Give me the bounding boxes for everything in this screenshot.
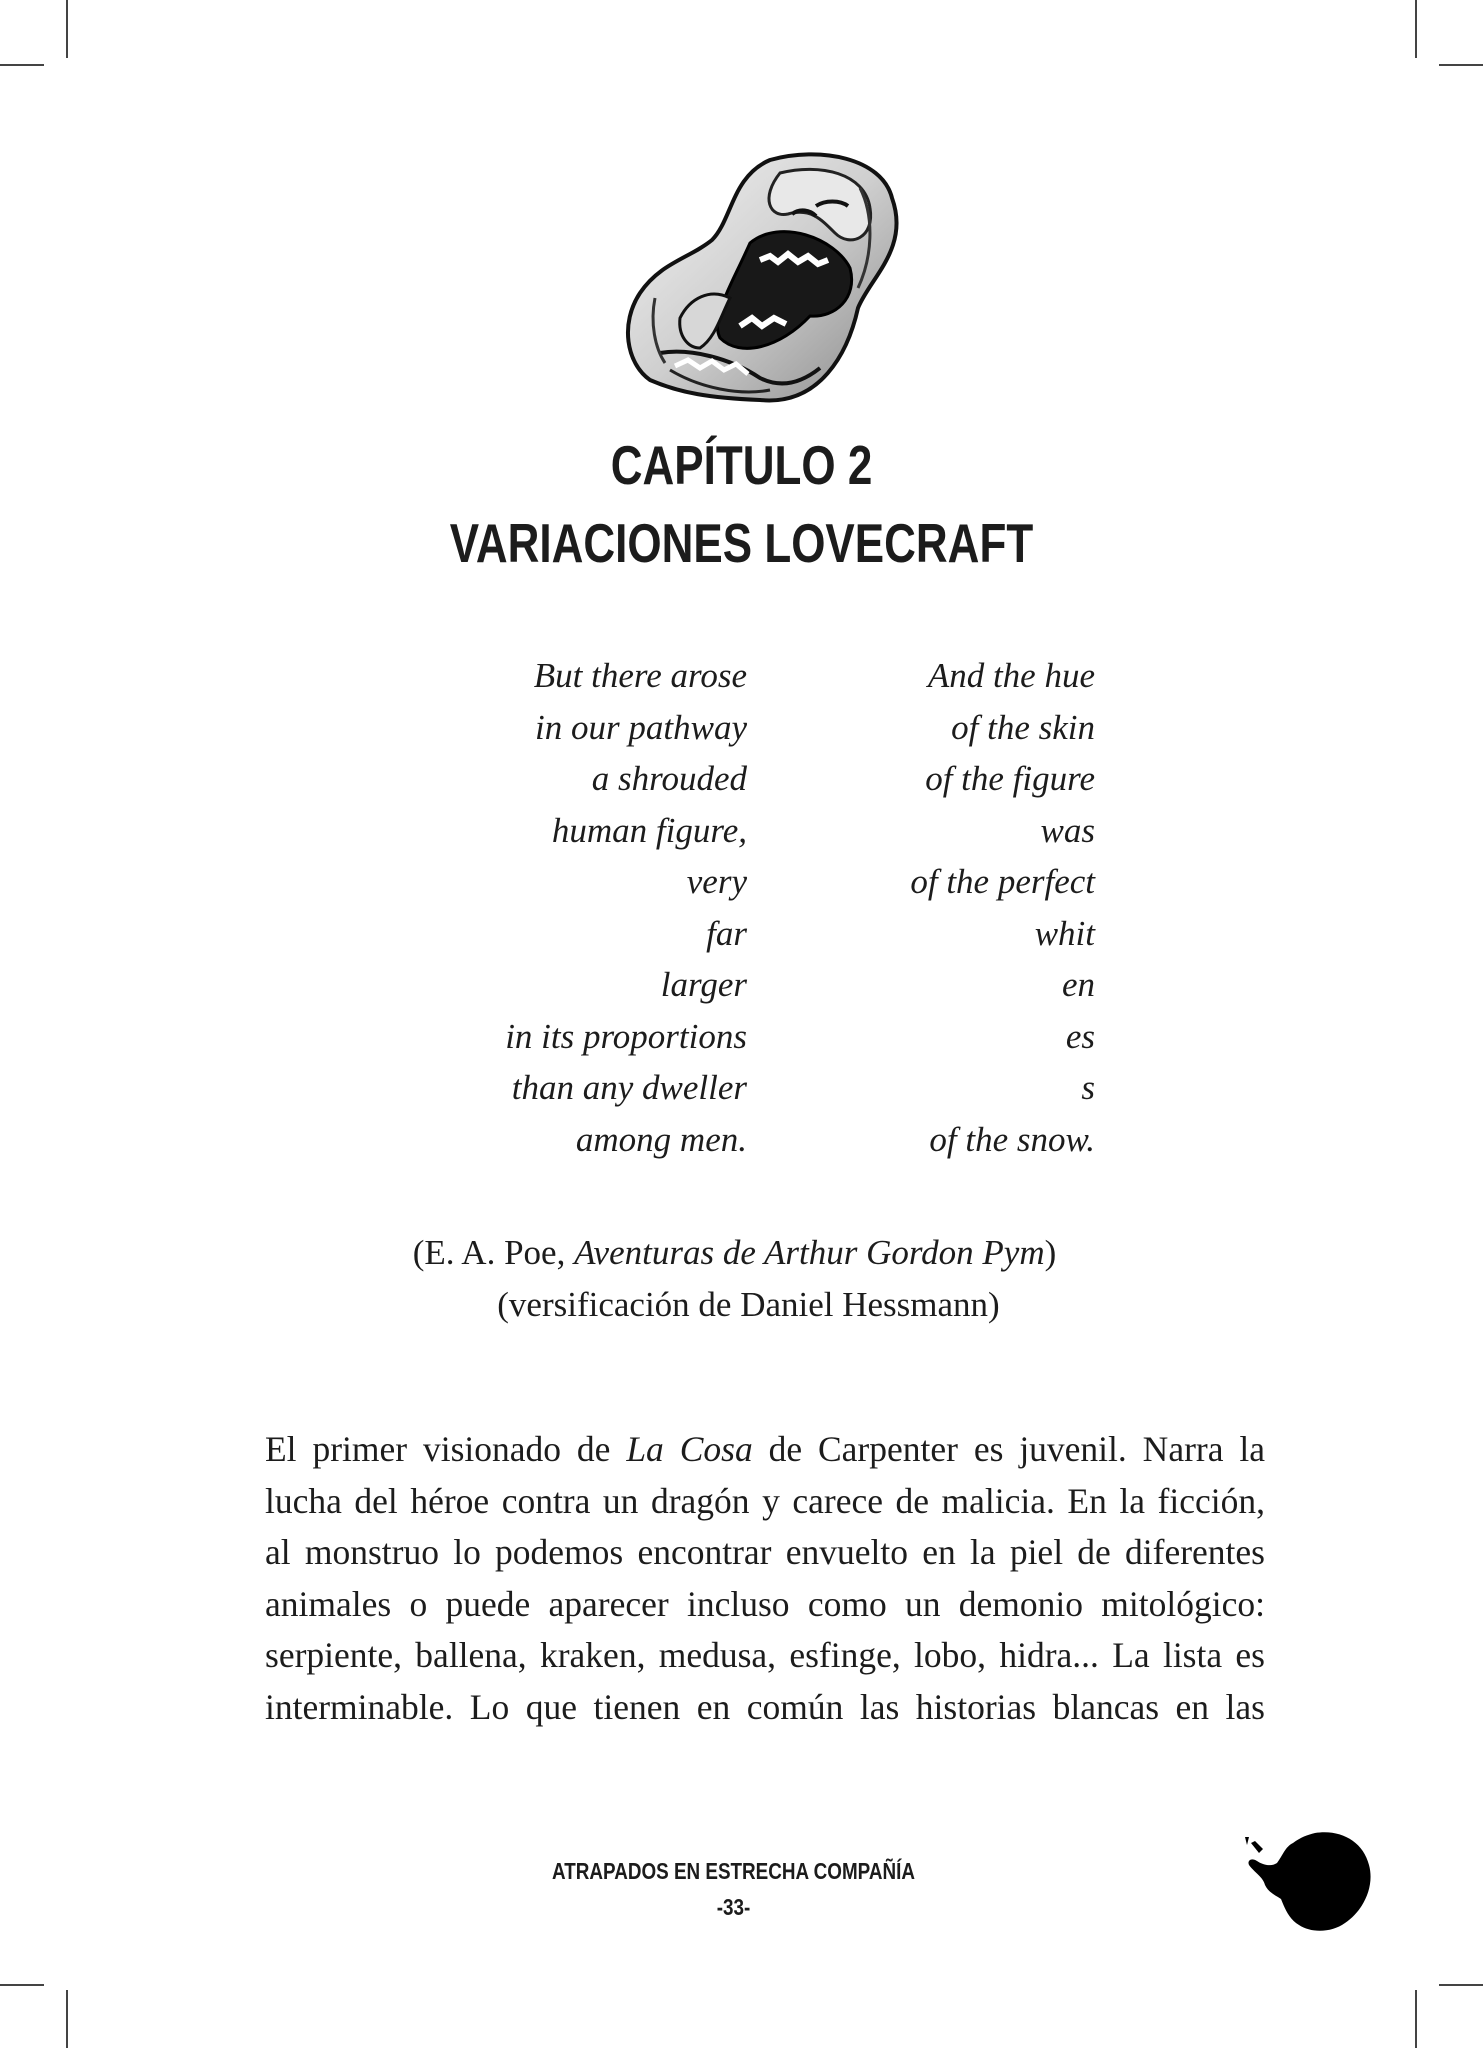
- epigraph-line: human figure,: [551, 810, 747, 850]
- epigraph-line: larger: [660, 965, 747, 1004]
- crop-mark-top-right-h: [1439, 64, 1483, 66]
- antarctica-silhouette-icon: [1245, 1825, 1375, 1935]
- body-text-run: El primer visionado de: [265, 1429, 627, 1469]
- epigraph-line: es: [1065, 1016, 1095, 1056]
- epigraph-line: of the figure: [925, 759, 1095, 798]
- epigraph-column-left: [387, 650, 747, 1165]
- crop-mark-bottom-left-h: [0, 1984, 44, 1986]
- citation-versification: (versificación de Daniel Hessmann): [497, 1285, 1000, 1324]
- crop-mark-bottom-right-h: [1439, 1984, 1483, 1986]
- crop-mark-top-right: [1415, 0, 1417, 58]
- epigraph-line: of the snow.: [929, 1119, 1095, 1159]
- crop-mark-bottom-right: [1415, 1990, 1417, 2048]
- body-text-run: de Carpenter es juvenil. Narra la: [752, 1429, 1265, 1469]
- epigraph-citation: [0, 1228, 1476, 1278]
- body-line: lucha del héroe contra un dragón y carece de malicia. En la ficción,: [265, 1480, 1265, 1521]
- epigraph-line: in our pathway: [535, 707, 747, 747]
- epigraph-line: s: [1081, 1068, 1095, 1107]
- citation-work-title: Aventuras de Arthur Gordon Pym: [574, 1233, 1045, 1272]
- body-line: animales o puede aparecer incluso como un demonio mitológico:: [265, 1583, 1265, 1624]
- epigraph-line: very: [686, 862, 747, 901]
- citation-prefix: (E. A. Poe,: [412, 1233, 575, 1272]
- epigraph-line: was: [1040, 810, 1095, 850]
- epigraph-line: And the hue: [927, 656, 1095, 695]
- citation-suffix: ): [1044, 1233, 1057, 1272]
- epigraph-line: than any dweller: [511, 1068, 747, 1107]
- epigraph-line: whit: [1034, 913, 1095, 953]
- epigraph-line: of the perfect: [910, 862, 1095, 901]
- distorted-face-illustration: [620, 148, 910, 410]
- epigraph-line: of the skin: [951, 707, 1095, 747]
- footer-book-title: ATRAPADOS EN ESTRECHA COMPAÑÍA: [552, 1858, 915, 1884]
- crop-mark-bottom-left: [66, 1990, 68, 2048]
- page-number: -33-: [716, 1894, 751, 1920]
- epigraph-line: But there arose: [533, 656, 747, 695]
- chapter-title: VARIACIONES LOVECRAFT: [449, 512, 1034, 574]
- crop-mark-top-left-h: [0, 64, 44, 66]
- epigraph-line: far: [706, 913, 747, 953]
- body-line: interminable. Lo que tienen en común las historias blancas en las: [265, 1686, 1265, 1727]
- body-line: serpiente, ballena, kraken, medusa, esfinge, lobo, hidra... La lista es: [265, 1635, 1265, 1675]
- epigraph-line: en: [1061, 965, 1095, 1004]
- body-paragraph: [265, 1424, 1265, 1733]
- film-title: La Cosa: [626, 1429, 753, 1469]
- body-line: al monstruo lo podemos encontrar envuelto en la piel de diferentes: [265, 1532, 1265, 1572]
- epigraph-line: in its proportions: [505, 1016, 747, 1056]
- body-line: [265, 1424, 1265, 1476]
- crop-mark-top-left: [66, 0, 68, 58]
- chapter-number: CAPÍTULO 2: [610, 434, 873, 496]
- epigraph-column-right: [735, 650, 1095, 1165]
- epigraph-line: among men.: [575, 1119, 747, 1159]
- epigraph-line: a shrouded: [591, 759, 747, 798]
